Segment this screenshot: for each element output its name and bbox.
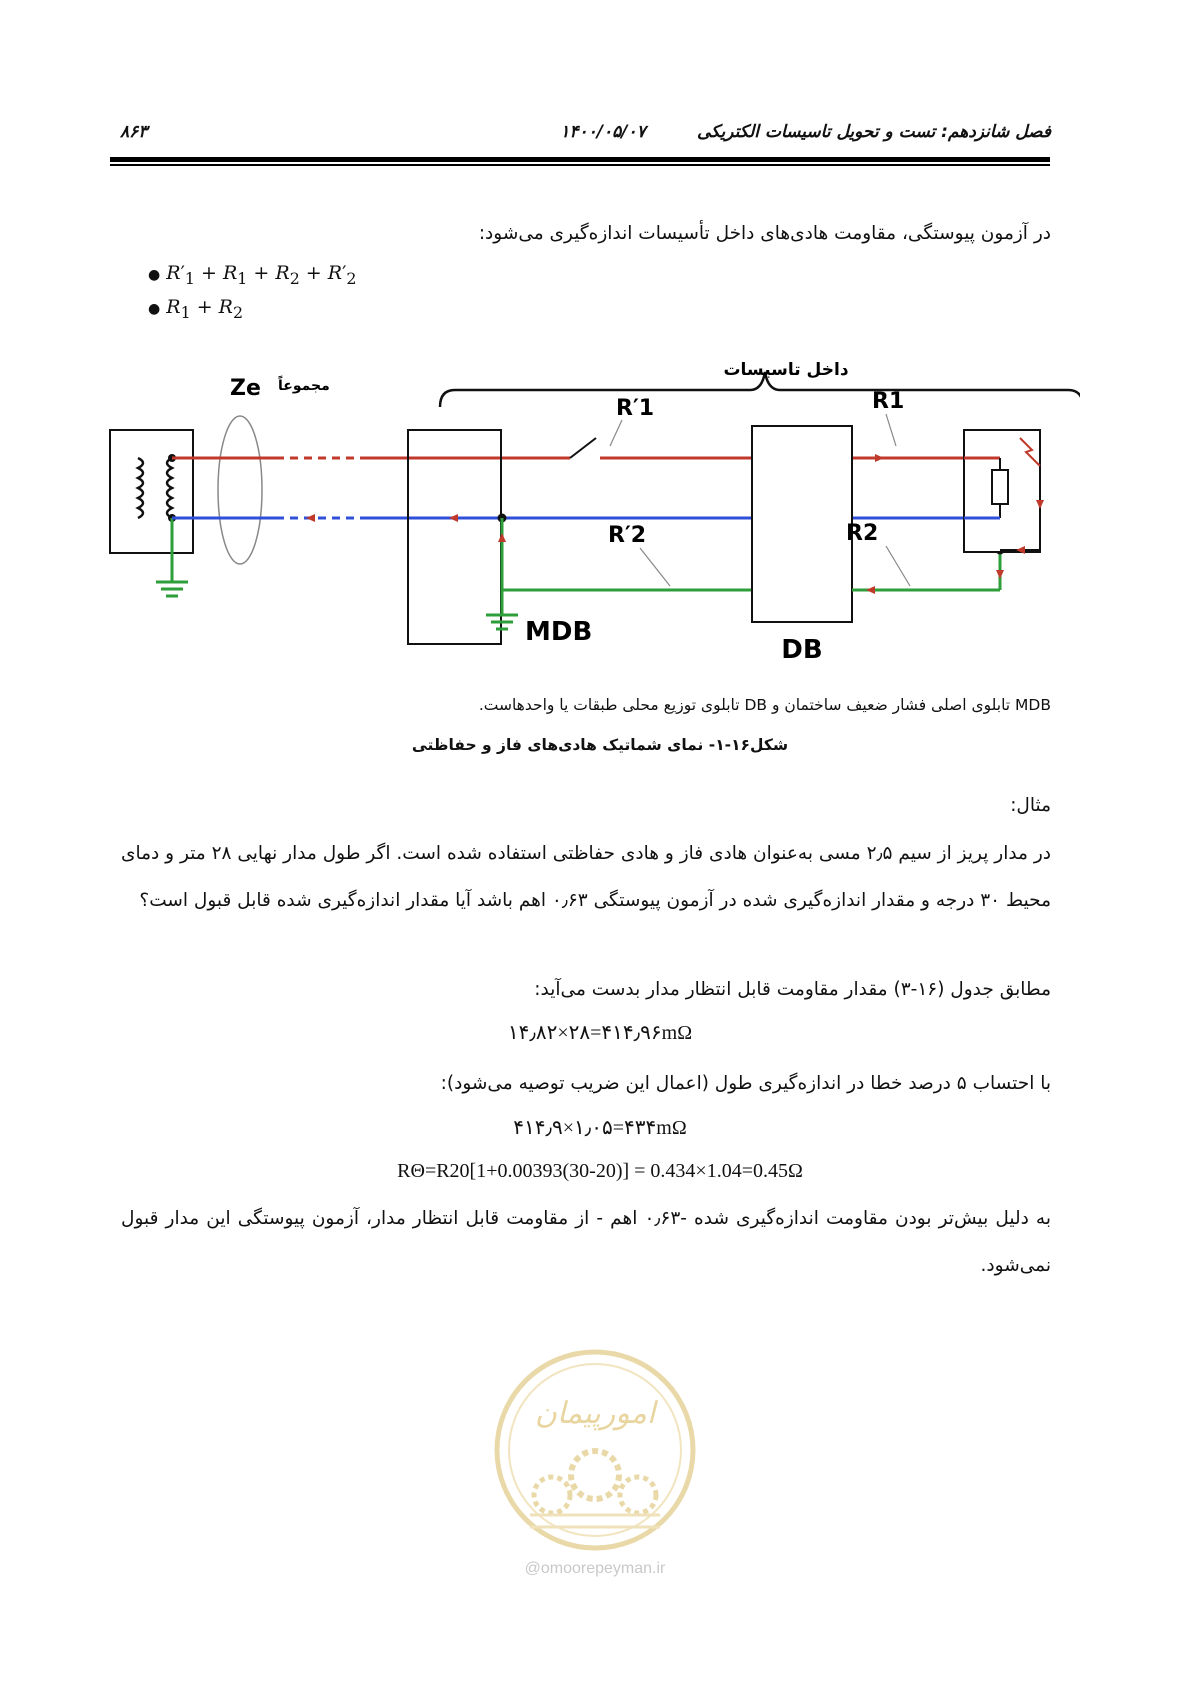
svg-text:امورپیمان: امورپیمان — [534, 1396, 656, 1431]
watermark-logo — [490, 1345, 700, 1555]
load-resistor — [992, 470, 1008, 504]
bullet-2: ● $R_1 + R_2$ — [148, 296, 244, 322]
label-r1-prime: R′1 — [616, 396, 655, 421]
label-r2-prime: R′2 — [608, 523, 647, 548]
header-rule-thick — [110, 157, 1050, 162]
transformer-box — [110, 430, 193, 553]
chapter-title: فصل شانزدهم: تست و تحویل تاسیسات الکتریکی — [696, 122, 1051, 142]
label-ze: Ze — [230, 376, 261, 401]
figure-caption: MDB تابلوی اصلی فشار ضعیف ساختمان و DB تابلوی توزیع محلی طبقات یا واحدهاست. — [478, 696, 1051, 714]
conclusion-text: به دلیل بیش‌تر بودن مقاومت اندازه‌گیری شده -۰٫۶۳ اهم - از مقاومت قابل انتظار مدار، آزمون پیوستگی این مدار قبول نمی‌شود. — [121, 1208, 1051, 1276]
mdb-switch — [570, 438, 596, 458]
formula-3: RΘ=R20[1+0.00393(30-20)] = 0.434×1.04=0.45Ω — [397, 1160, 803, 1182]
label-r2: R2 — [846, 521, 879, 546]
step1-text: مطابق جدول (۱۶-۳) مقدار مقاومت قابل انتظار مدار بدست می‌آید: — [534, 979, 1051, 1000]
label-inside-installation: داخل تاسیسات — [723, 360, 849, 380]
formula-2: ۴۱۴٫۹×۱٫۰۵=۴۳۴mΩ — [513, 1117, 687, 1139]
page-number: ۸۶۳ — [120, 122, 148, 142]
db-box — [752, 426, 852, 622]
watermark-url: @omoorepeyman.ir — [524, 1560, 666, 1577]
label-r1: R1 — [872, 389, 905, 414]
figure-title: شکل۱۶-۱- نمای شماتیک هادی‌های فاز و حفاظتی — [411, 736, 789, 754]
example-label: مثال: — [1010, 795, 1051, 816]
formula-1: ۱۴٫۸۲×۲۸=۴۱۴٫۹۶mΩ — [507, 1022, 693, 1044]
example-text: در مدار پریز از سیم ۲٫۵ مسی به‌عنوان هادی فاز و هادی حفاظتی استفاده شده است. اگر طول مدار نهایی ۲۸ متر و دمای محیط ۳۰ درجه و مقدار اندازه‌گیری شده در آزمون پیوستگی ۰٫۶۳ اهم باشد آیا مقدار اندازه‌گیری شده قابل قبول است؟ — [121, 843, 1052, 911]
label-total: مجموعاً — [278, 378, 330, 394]
label-db: DB — [781, 635, 823, 665]
intro-text: در آزمون پیوستگی، مقاومت هادی‌های داخل تأسیسات اندازه‌گیری می‌شود: — [478, 223, 1051, 244]
label-mdb: MDB — [525, 617, 593, 647]
bullet-1: ● $R'_1 + R_1 + R_2 + R'_2$ — [148, 262, 357, 288]
header-date: ۱۴۰۰/۰۵/۰۷ — [560, 122, 646, 142]
ze-ellipse — [218, 416, 262, 564]
mdb-box — [408, 430, 501, 644]
circuit-diagram — [100, 350, 1080, 680]
header-rule-thin — [110, 164, 1050, 166]
step2-text: با احتساب ۵ درصد خطا در اندازه‌گیری طول (اعمال این ضریب توصیه می‌شود): — [440, 1073, 1051, 1094]
